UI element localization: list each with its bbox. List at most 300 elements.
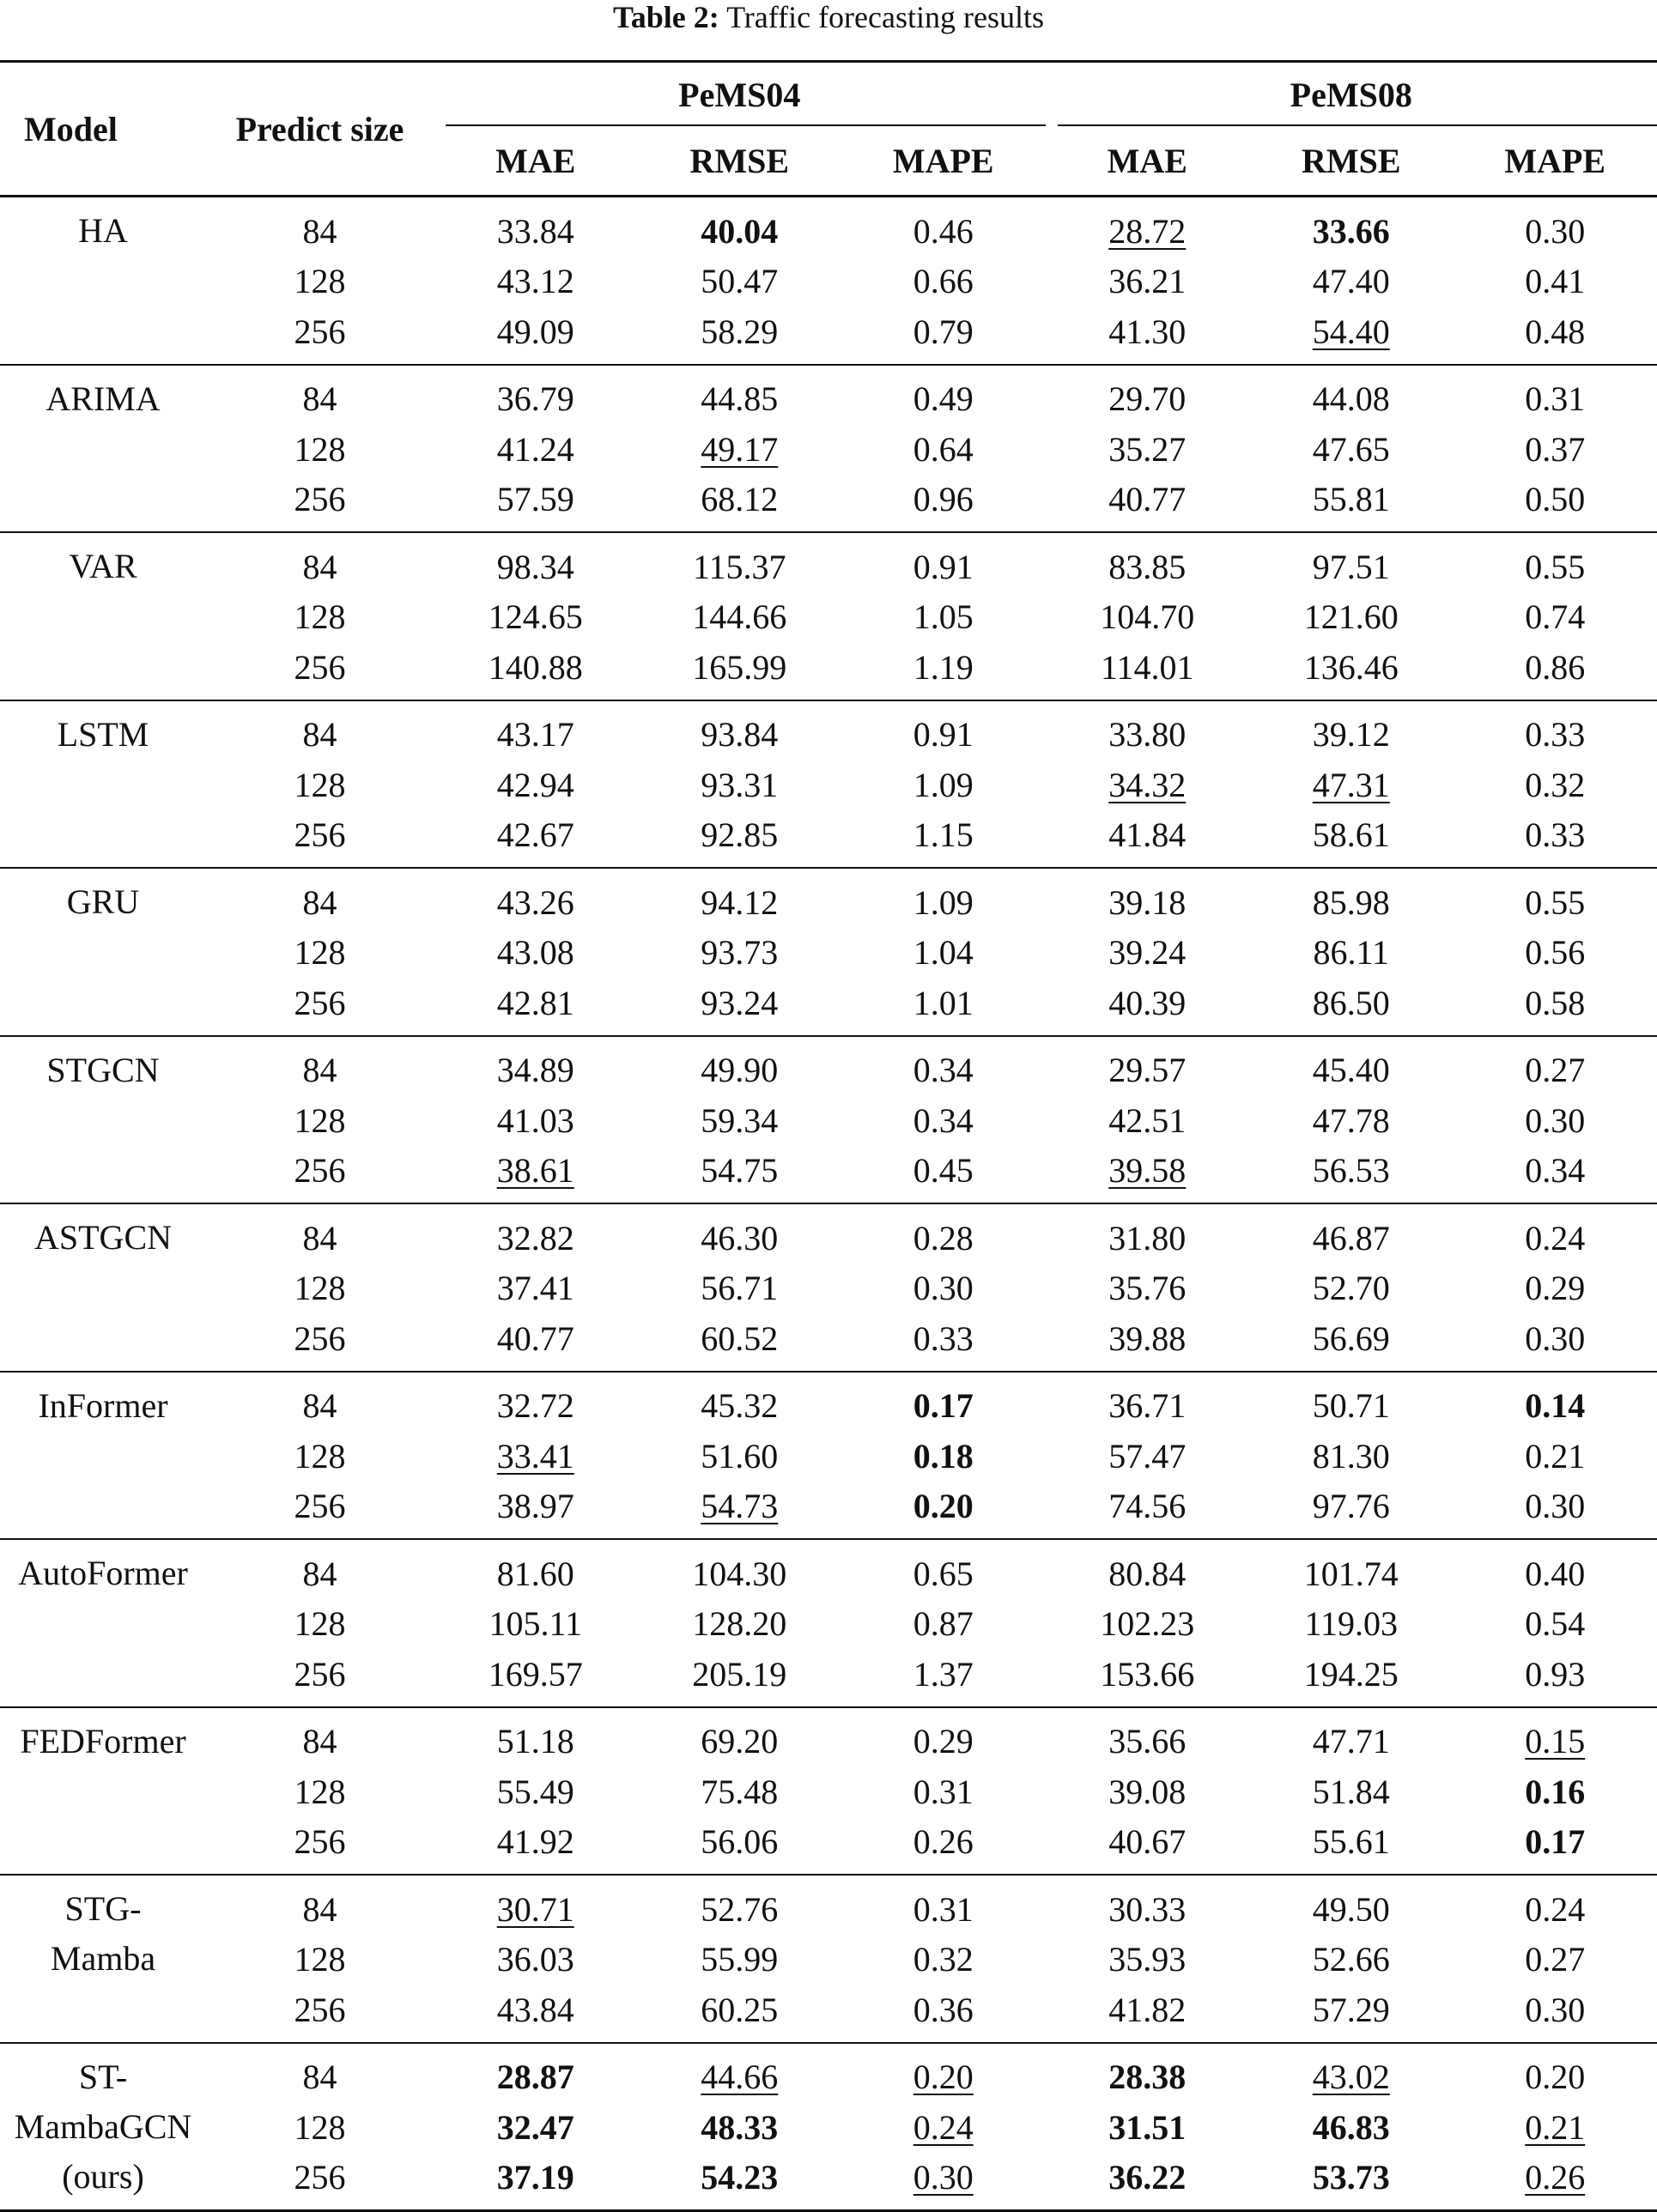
metric-cell	[638, 760, 842, 810]
metric-cell	[1046, 475, 1250, 533]
model-group	[0, 868, 1657, 1036]
predict-size-cell: 256	[206, 642, 434, 700]
header-model: Model	[0, 62, 206, 197]
metric-cell	[638, 1264, 842, 1314]
metric-cell	[1046, 365, 1250, 425]
table-row	[0, 1095, 1657, 1146]
metric-cell	[841, 257, 1046, 307]
metric-cell	[841, 978, 1046, 1036]
model-name-line: ARIMA	[0, 374, 206, 424]
table-row	[0, 1935, 1657, 1985]
metric-value: 39.12	[1313, 715, 1390, 754]
metric-value: 36.71	[1108, 1386, 1186, 1425]
metric-cell	[638, 1599, 842, 1650]
metric-cell	[1249, 868, 1454, 928]
metric-value: 44.66	[701, 2057, 778, 2096]
predict-size-cell: 84	[206, 2043, 434, 2103]
table-row	[0, 424, 1657, 475]
metric-value: 56.06	[701, 1822, 778, 1861]
metric-cell	[434, 1875, 638, 1935]
metric-cell	[1046, 1264, 1250, 1314]
metric-value: 47.31	[1313, 766, 1390, 804]
metric-value: 0.91	[913, 548, 974, 586]
table-row	[0, 978, 1657, 1036]
metric-cell	[638, 642, 842, 700]
predict-size-cell: 84	[206, 1203, 434, 1264]
metric-cell	[434, 2102, 638, 2153]
metric-cell	[638, 1707, 842, 1767]
model-name	[0, 1203, 206, 1372]
metric-value: 40.77	[497, 1319, 574, 1358]
metric-value: 0.27	[1525, 1940, 1585, 1979]
metric-value: 165.99	[692, 648, 786, 687]
metric-value: 54.75	[701, 1151, 778, 1190]
metric-value: 104.70	[1100, 597, 1194, 636]
metric-cell	[1249, 1095, 1454, 1146]
metric-value: 39.88	[1108, 1319, 1186, 1358]
metric-value: 43.12	[497, 262, 574, 300]
metric-value: 59.34	[701, 1101, 778, 1140]
metric-value: 98.34	[497, 548, 574, 586]
metric-value: 55.99	[701, 1940, 778, 1979]
metric-value: 0.20	[913, 1487, 974, 1525]
metric-cell	[1249, 365, 1454, 425]
metric-value: 0.66	[913, 262, 974, 300]
metric-cell	[841, 1935, 1046, 1985]
table-row	[0, 868, 1657, 928]
model-name-line: STG-	[0, 1884, 206, 1934]
metric-value: 0.87	[913, 1604, 974, 1643]
metric-value: 35.93	[1108, 1940, 1186, 1979]
metric-cell	[638, 1875, 842, 1935]
metric-value: 48.33	[701, 2108, 778, 2147]
metric-cell	[1249, 1313, 1454, 1372]
metric-value: 75.48	[701, 1773, 778, 1811]
metric-cell	[1249, 1539, 1454, 1599]
metric-value: 41.82	[1108, 1991, 1186, 2029]
metric-cell	[1046, 1985, 1250, 2043]
metric-cell	[1249, 1372, 1454, 1432]
metric-value: 55.49	[497, 1773, 574, 1811]
metric-value: 0.28	[913, 1219, 974, 1258]
metric-value: 0.65	[913, 1554, 974, 1593]
metric-cell	[1454, 592, 1657, 643]
metric-cell	[1454, 306, 1657, 365]
predict-size-cell: 128	[206, 1767, 434, 1817]
metric-value: 0.21	[1525, 1437, 1585, 1476]
model-group	[0, 365, 1657, 533]
metric-value: 0.30	[1525, 1991, 1585, 2029]
table-row	[0, 1036, 1657, 1096]
metric-cell	[434, 257, 638, 307]
model-name-line: HA	[0, 206, 206, 256]
metric-value: 1.15	[913, 815, 974, 854]
metric-cell	[841, 1313, 1046, 1372]
model-group	[0, 2043, 1657, 2211]
table-row	[0, 306, 1657, 365]
metric-cell	[434, 1095, 638, 1146]
metric-cell	[1046, 1482, 1250, 1540]
metric-value: 57.47	[1108, 1437, 1186, 1476]
predict-size-cell: 256	[206, 1817, 434, 1876]
metric-value: 0.40	[1525, 1554, 1585, 1593]
metric-value: 43.26	[497, 883, 574, 922]
metric-cell	[1249, 700, 1454, 761]
metric-cell	[434, 475, 638, 533]
metric-cell	[638, 1482, 842, 1540]
metric-cell	[1249, 306, 1454, 365]
model-name-line: ST-	[0, 2052, 206, 2102]
metric-cell	[1046, 1146, 1250, 1204]
metric-value: 29.70	[1108, 379, 1186, 418]
table-caption-text: Traffic forecasting results	[719, 0, 1044, 34]
predict-size-cell: 128	[206, 592, 434, 643]
model-group	[0, 1372, 1657, 1540]
metric-value: 28.87	[497, 2057, 574, 2096]
metric-value: 0.31	[913, 1773, 974, 1811]
metric-cell	[1046, 197, 1250, 257]
model-group	[0, 197, 1657, 365]
predict-size-cell: 128	[206, 257, 434, 307]
metric-value: 0.32	[1525, 766, 1585, 804]
metric-cell	[1249, 2102, 1454, 2153]
metric-cell	[1454, 1539, 1657, 1599]
metric-value: 47.71	[1313, 1722, 1390, 1761]
metric-cell	[1454, 1875, 1657, 1935]
table-row	[0, 700, 1657, 761]
metric-value: 32.47	[497, 2108, 574, 2147]
metric-cell	[434, 1482, 638, 1540]
metric-cell	[1046, 1817, 1250, 1876]
metric-cell	[1454, 2043, 1657, 2103]
metric-value: 47.65	[1313, 430, 1390, 469]
metric-cell	[1249, 1707, 1454, 1767]
metric-value: 40.04	[701, 212, 778, 251]
metric-value: 55.61	[1313, 1822, 1390, 1861]
metric-cell	[1046, 642, 1250, 700]
metric-cell	[638, 1313, 842, 1372]
group-underline	[1058, 124, 1657, 126]
model-name-line: (ours)	[0, 2152, 206, 2202]
metric-cell	[434, 1767, 638, 1817]
model-group	[0, 1875, 1657, 2043]
table-row	[0, 197, 1657, 257]
metric-cell	[1454, 475, 1657, 533]
metric-value: 0.91	[913, 715, 974, 754]
table-row	[0, 1146, 1657, 1204]
metric-value: 36.21	[1108, 262, 1186, 300]
metric-value: 47.40	[1313, 262, 1390, 300]
metric-cell	[1046, 2102, 1250, 2153]
metric-cell	[841, 868, 1046, 928]
predict-size-cell: 256	[206, 1649, 434, 1707]
metric-value: 0.79	[913, 312, 974, 351]
table-row	[0, 2153, 1657, 2211]
metric-value: 0.30	[1525, 1101, 1585, 1140]
metric-cell	[638, 1036, 842, 1096]
metric-value: 42.51	[1108, 1101, 1186, 1140]
metric-value: 37.41	[497, 1269, 574, 1307]
metric-value: 144.66	[692, 597, 786, 636]
metric-cell	[1046, 700, 1250, 761]
metric-value: 51.84	[1313, 1773, 1390, 1811]
table-row	[0, 1817, 1657, 1876]
metric-cell	[1046, 532, 1250, 592]
metric-cell	[841, 1875, 1046, 1935]
table-row	[0, 475, 1657, 533]
table-row	[0, 1431, 1657, 1482]
metric-value: 0.34	[913, 1101, 974, 1140]
metric-value: 1.19	[913, 648, 974, 687]
metric-cell	[841, 928, 1046, 979]
metric-cell	[1046, 257, 1250, 307]
metric-value: 0.17	[913, 1386, 974, 1425]
metric-value: 0.33	[1525, 815, 1585, 854]
metric-value: 0.30	[1525, 212, 1585, 251]
metric-cell	[434, 532, 638, 592]
metric-cell	[638, 700, 842, 761]
metric-value: 32.72	[497, 1386, 574, 1425]
metric-value: 34.32	[1108, 766, 1186, 804]
metric-cell	[1249, 424, 1454, 475]
metric-cell	[1454, 1036, 1657, 1096]
model-name	[0, 1875, 206, 2043]
metric-value: 68.12	[701, 480, 778, 518]
metric-cell	[434, 978, 638, 1036]
model-name	[0, 1036, 206, 1204]
metric-cell	[638, 306, 842, 365]
metric-value: 57.29	[1313, 1991, 1390, 2029]
metric-value: 80.84	[1108, 1554, 1186, 1593]
metric-value: 42.81	[497, 984, 574, 1022]
metric-cell	[1249, 1146, 1454, 1204]
metric-value: 41.03	[497, 1101, 574, 1140]
metric-cell	[1454, 1203, 1657, 1264]
metric-value: 0.29	[913, 1722, 974, 1761]
metric-value: 0.37	[1525, 430, 1585, 469]
predict-size-cell: 256	[206, 1482, 434, 1540]
metric-value: 0.50	[1525, 480, 1585, 518]
metric-value: 40.39	[1108, 984, 1186, 1022]
metric-cell	[1454, 1707, 1657, 1767]
model-group	[0, 1539, 1657, 1707]
metric-cell	[1454, 1431, 1657, 1482]
metric-value: 92.85	[701, 815, 778, 854]
table-row	[0, 592, 1657, 643]
header-metric: MAPE	[841, 126, 1046, 197]
metric-value: 0.31	[913, 1890, 974, 1929]
metric-cell	[841, 1146, 1046, 1204]
metric-value: 86.50	[1313, 984, 1390, 1022]
metric-value: 0.49	[913, 379, 974, 418]
metric-cell	[1249, 592, 1454, 643]
metric-cell	[638, 810, 842, 869]
metric-value: 33.66	[1313, 212, 1390, 251]
metric-cell	[1249, 1649, 1454, 1707]
header-metric: RMSE	[1249, 126, 1454, 197]
metric-value: 97.51	[1313, 548, 1390, 586]
metric-cell	[841, 2153, 1046, 2211]
metric-cell	[638, 532, 842, 592]
metric-value: 205.19	[692, 1655, 786, 1694]
metric-value: 44.85	[701, 379, 778, 418]
metric-value: 50.71	[1313, 1386, 1390, 1425]
metric-value: 58.29	[701, 312, 778, 351]
metric-cell	[638, 1203, 842, 1264]
metric-value: 54.23	[701, 2158, 778, 2197]
metric-value: 0.45	[913, 1151, 974, 1190]
metric-value: 47.78	[1313, 1101, 1390, 1140]
model-name-line: GRU	[0, 877, 206, 927]
metric-cell	[434, 1817, 638, 1876]
metric-value: 43.08	[497, 933, 574, 972]
metric-value: 81.30	[1313, 1437, 1390, 1476]
metric-cell	[434, 2153, 638, 2211]
metric-value: 0.30	[1525, 1487, 1585, 1525]
metric-cell	[1249, 1767, 1454, 1817]
metric-cell	[638, 2153, 842, 2211]
header-group-pems04-label: PeMS04	[678, 76, 800, 114]
metric-value: 101.74	[1304, 1554, 1399, 1593]
model-name	[0, 365, 206, 533]
metric-cell	[638, 197, 842, 257]
metric-cell	[841, 592, 1046, 643]
metric-value: 0.33	[1525, 715, 1585, 754]
model-name	[0, 700, 206, 869]
metric-value: 45.32	[701, 1386, 778, 1425]
metric-cell	[638, 2043, 842, 2103]
metric-value: 0.24	[1525, 1890, 1585, 1929]
metric-cell	[1454, 1599, 1657, 1650]
table-row	[0, 1875, 1657, 1935]
metric-value: 121.60	[1304, 597, 1399, 636]
metric-cell	[1454, 1146, 1657, 1204]
table-row	[0, 2102, 1657, 2153]
metric-value: 136.46	[1304, 648, 1399, 687]
metric-value: 38.97	[497, 1487, 574, 1525]
metric-value: 0.54	[1525, 1604, 1585, 1643]
table-row	[0, 1985, 1657, 2043]
table-row	[0, 642, 1657, 700]
model-name	[0, 868, 206, 1036]
table-row	[0, 1539, 1657, 1599]
metric-cell	[1454, 642, 1657, 700]
metric-cell	[1454, 1935, 1657, 1985]
predict-size-cell: 84	[206, 1372, 434, 1432]
metric-cell	[1046, 1599, 1250, 1650]
predict-size-cell: 84	[206, 1707, 434, 1767]
metric-cell	[434, 1146, 638, 1204]
metric-cell	[841, 1707, 1046, 1767]
metric-cell	[434, 306, 638, 365]
metric-cell	[1454, 1264, 1657, 1314]
metric-cell	[841, 1985, 1046, 2043]
metric-cell	[1249, 1203, 1454, 1264]
metric-cell	[841, 700, 1046, 761]
metric-cell	[1046, 1935, 1250, 1985]
metric-cell	[638, 424, 842, 475]
metric-value: 34.89	[497, 1051, 574, 1089]
predict-size-cell: 256	[206, 2153, 434, 2211]
predict-size-cell: 128	[206, 1599, 434, 1650]
table-row	[0, 257, 1657, 307]
metric-cell	[1046, 810, 1250, 869]
metric-cell	[1454, 2153, 1657, 2211]
table-row	[0, 760, 1657, 810]
metric-cell	[1249, 1264, 1454, 1314]
metric-value: 29.57	[1108, 1051, 1186, 1089]
metric-cell	[434, 868, 638, 928]
metric-value: 46.87	[1313, 1219, 1390, 1258]
metric-value: 46.83	[1313, 2108, 1390, 2147]
metric-cell	[1454, 978, 1657, 1036]
model-group	[0, 532, 1657, 700]
metric-cell	[434, 1313, 638, 1372]
metric-value: 140.88	[489, 648, 583, 687]
predict-size-cell: 128	[206, 1935, 434, 1985]
metric-cell	[638, 1935, 842, 1985]
metric-value: 49.17	[701, 430, 778, 469]
metric-cell	[841, 1036, 1046, 1096]
metric-cell	[1249, 2153, 1454, 2211]
metric-value: 0.27	[1525, 1051, 1585, 1089]
metric-value: 36.22	[1108, 2158, 1186, 2197]
metric-value: 30.33	[1108, 1890, 1186, 1929]
metric-value: 1.37	[913, 1655, 974, 1694]
metric-cell	[638, 928, 842, 979]
metric-cell	[1046, 424, 1250, 475]
metric-value: 0.41	[1525, 262, 1585, 300]
table-caption-label: Table 2:	[613, 0, 719, 34]
metric-value: 1.05	[913, 597, 974, 636]
metric-value: 0.64	[913, 430, 974, 469]
metric-value: 0.58	[1525, 984, 1585, 1022]
metric-value: 124.65	[489, 597, 583, 636]
metric-value: 74.56	[1108, 1487, 1186, 1525]
metric-cell	[434, 760, 638, 810]
predict-size-cell: 128	[206, 424, 434, 475]
predict-size-cell: 84	[206, 197, 434, 257]
metric-cell	[841, 1767, 1046, 1817]
metric-value: 39.24	[1108, 933, 1186, 972]
metric-value: 39.08	[1108, 1773, 1186, 1811]
table-row	[0, 1707, 1657, 1767]
table-row	[0, 1767, 1657, 1817]
metric-value: 37.19	[497, 2158, 574, 2197]
metric-value: 0.96	[913, 480, 974, 518]
results-table	[0, 60, 1657, 2212]
predict-size-cell: 84	[206, 1539, 434, 1599]
metric-cell	[1046, 978, 1250, 1036]
metric-cell	[1249, 760, 1454, 810]
metric-cell	[638, 365, 842, 425]
metric-value: 41.92	[497, 1822, 574, 1861]
model-name	[0, 532, 206, 700]
metric-value: 60.52	[701, 1319, 778, 1358]
metric-value: 0.74	[1525, 597, 1585, 636]
metric-value: 54.40	[1313, 312, 1390, 351]
metric-cell	[638, 1767, 842, 1817]
metric-value: 42.67	[497, 815, 574, 854]
metric-value: 28.72	[1108, 212, 1186, 251]
predict-size-cell: 128	[206, 1095, 434, 1146]
metric-value: 31.51	[1108, 2108, 1186, 2147]
metric-cell	[434, 642, 638, 700]
metric-cell	[638, 1372, 842, 1432]
header-metric: MAE	[1046, 126, 1250, 197]
metric-value: 38.61	[497, 1151, 574, 1190]
metric-value: 39.58	[1108, 1151, 1186, 1190]
